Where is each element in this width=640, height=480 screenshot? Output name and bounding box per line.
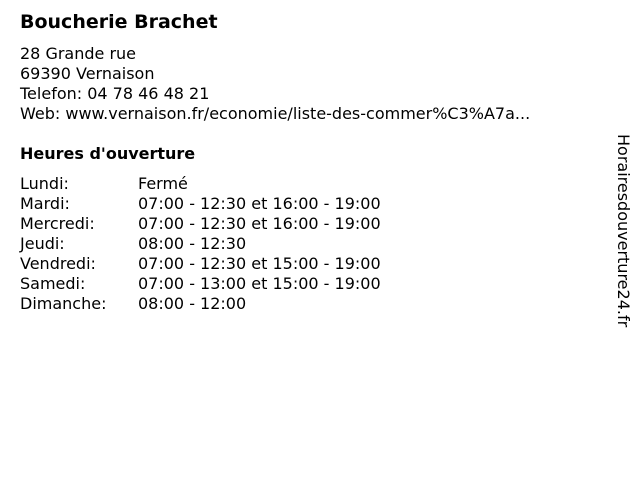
day-label: Samedi:: [20, 274, 86, 293]
address-block: [20, 44, 530, 124]
day-label: Mercredi:: [20, 214, 95, 233]
time-value: 08:00 - 12:00: [138, 294, 247, 313]
business-name: Boucherie Brachet: [20, 11, 218, 33]
time-value: 08:00 - 12:30: [138, 234, 247, 253]
city-postal: 69390 Vernaison: [20, 64, 155, 83]
time-value: Fermé: [138, 174, 188, 193]
time-value: 07:00 - 12:30 et 15:00 - 19:00: [138, 254, 381, 273]
time-value: 07:00 - 13:00 et 15:00 - 19:00: [138, 274, 381, 293]
time-value: 07:00 - 12:30 et 16:00 - 19:00: [138, 194, 381, 213]
website-link: Web: www.vernaison.fr/economie/liste-des-commer%C3%A7a...: [20, 104, 531, 123]
site-watermark: Horairesdouverture24.fr: [614, 134, 633, 328]
day-label: Dimanche:: [20, 294, 107, 313]
day-label: Vendredi:: [20, 254, 96, 273]
day-label: Jeudi:: [20, 234, 65, 253]
time-value: 07:00 - 12:30 et 16:00 - 19:00: [138, 214, 381, 233]
day-label: Mardi:: [20, 194, 70, 213]
phone-number: Telefon: 04 78 46 48 21: [20, 84, 210, 103]
day-label: Lundi:: [20, 174, 69, 193]
street-address: 28 Grande rue: [20, 44, 137, 63]
hours-heading: Heures d'ouverture: [20, 144, 196, 163]
